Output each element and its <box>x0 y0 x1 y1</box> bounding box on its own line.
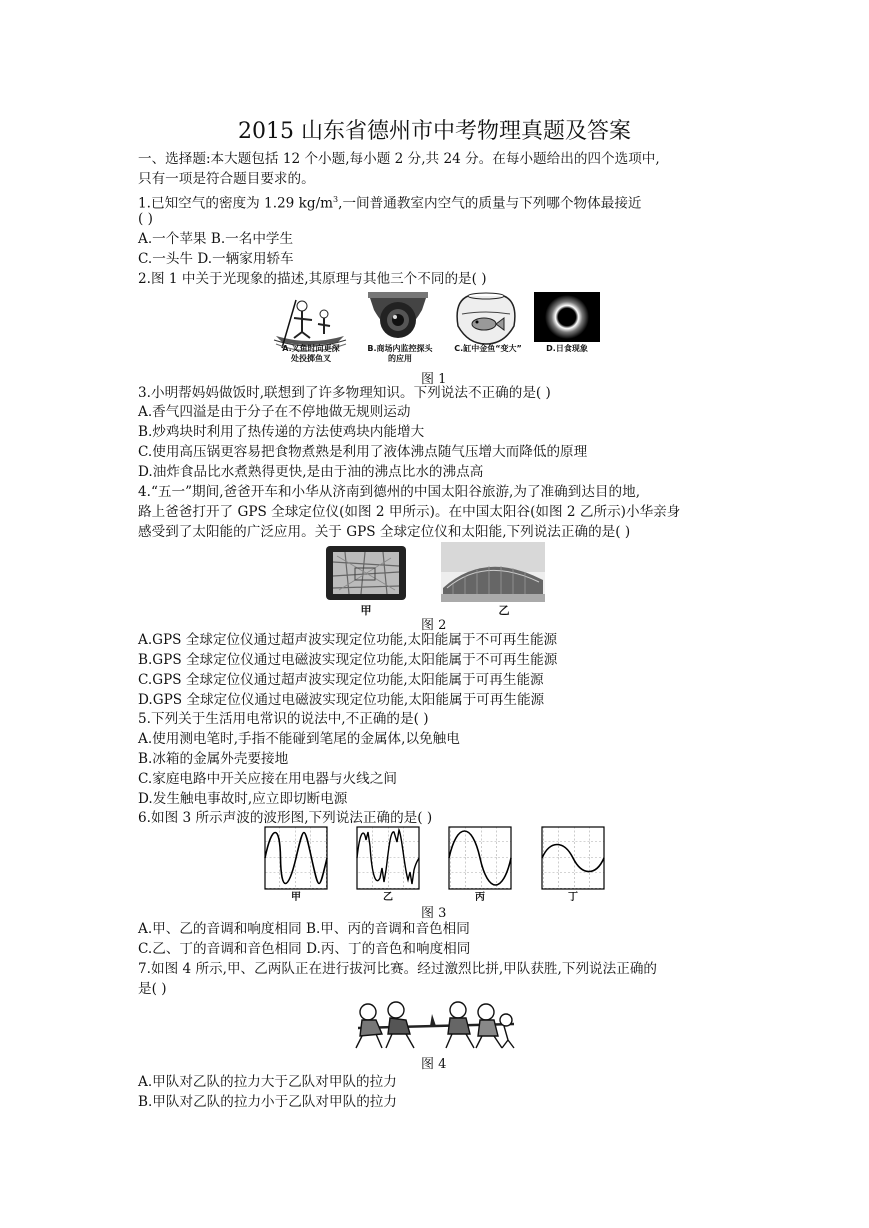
gps-device-image <box>326 546 406 600</box>
fig3-label-jia: 甲 <box>291 892 301 903</box>
waveform-jia <box>265 827 327 889</box>
figure-4 <box>352 998 520 1052</box>
waveform-ding <box>542 827 604 889</box>
q7-stem-line1: 7.如图 4 所示,甲、乙两队正在进行拔河比赛。经过激烈比拼,甲队获胜,下列说法正确的 <box>138 961 658 977</box>
q7-stem-line2: 是( ) <box>138 981 167 997</box>
q5-option-b: B.冰箱的金属外壳要接地 <box>138 751 289 767</box>
q7-option-b: B.甲队对乙队的拉力小于乙队对甲队的拉力 <box>138 1094 397 1110</box>
fig1-caption-b-line1: B.商场内监控探头 <box>367 344 433 353</box>
q2-stem: 2.图 1 中关于光现象的描述,其原理与其他三个不同的是( ) <box>138 271 487 287</box>
fig3-label-ding: 丁 <box>568 892 578 903</box>
q1-stem <box>138 190 642 214</box>
q1-stem-a: 1.已知空气的密度为 1.29 kg/m <box>138 195 334 212</box>
figure-1 <box>272 292 602 364</box>
fish-bowl-image <box>457 293 515 344</box>
q1-options-ab: A.一个苹果 B.一名中学生 <box>138 231 294 247</box>
q4-stem-line2: 路上爸爸打开了 GPS 全球定位仪(如图 2 甲所示)。在中国太阳谷(如图 2 乙所示)小华亲身 <box>138 504 681 520</box>
waveform-bing <box>449 827 511 889</box>
tug-of-war-image <box>352 998 520 1052</box>
figure-3-label: 图 3 <box>421 906 447 921</box>
q4-option-b: B.GPS 全球定位仪通过电磁波实现定位功能,太阳能属于不可再生能源 <box>138 652 558 668</box>
q1-stem-sup: 3 <box>333 195 339 204</box>
figure-4-label: 图 4 <box>421 1057 447 1072</box>
sun-valley-building-image <box>441 542 545 602</box>
q4-option-a: A.GPS 全球定位仪通过超声波实现定位功能,太阳能属于不可再生能源 <box>138 632 558 648</box>
fig3-label-bing: 丙 <box>475 892 485 903</box>
q6-options-cd: C.乙、丁的音调和音色相同 D.丙、丁的音色和响度相同 <box>138 941 471 957</box>
eclipse-image <box>534 292 600 342</box>
q3-option-d: D.油炸食品比水煮熟得更快,是由于油的沸点比水的沸点高 <box>138 464 484 480</box>
fig1-caption-a-line1: A.叉鱼时向更深 <box>282 344 340 353</box>
figure-2-label: 图 2 <box>421 618 447 633</box>
fig3-label-yi: 乙 <box>383 892 393 903</box>
q7-option-a: A.甲队对乙队的拉力大于乙队对甲队的拉力 <box>138 1074 397 1090</box>
figure-1-label: 图 1 <box>421 372 447 387</box>
figure-2-images <box>325 542 547 604</box>
q1-options-cd: C.一头牛 D.一辆家用轿车 <box>138 251 294 267</box>
q3-stem: 3.小明帮妈妈做饭时,联想到了许多物理知识。下列说法不正确的是( ) <box>138 385 551 401</box>
figure-2 <box>325 542 547 618</box>
q6-stem: 6.如图 3 所示声波的波形图,下列说法正确的是( ) <box>138 810 433 826</box>
fig1-caption-d: D.日食现象 <box>546 344 588 353</box>
section-instruction-2: 只有一项是符合题目要求的。 <box>138 171 315 187</box>
q4-option-c: C.GPS 全球定位仪通过超声波实现定位功能,太阳能属于可再生能源 <box>138 672 544 688</box>
figure-3-waveforms <box>264 826 606 890</box>
page-title: 2015 山东省德州市中考物理真题及答案 <box>238 119 631 144</box>
q3-option-c: C.使用高压锅更容易把食物煮熟是利用了液体沸点随气压增大而降低的原理 <box>138 444 588 460</box>
q3-option-b: B.炒鸡块时利用了热传递的方法使鸡块内能增大 <box>138 424 425 440</box>
q5-option-d: D.发生触电事故时,应立即切断电源 <box>138 791 348 807</box>
fig2-sub-jia: 甲 <box>360 604 372 617</box>
waveform-yi <box>357 827 419 889</box>
q4-stem-line1: 4.“五一”期间,爸爸开车和小华从济南到德州的中国太阳谷旅游,为了准确到达目的地, <box>138 484 641 500</box>
q1-answer-paren: ( ) <box>138 211 153 227</box>
q5-option-a: A.使用测电笔时,手指不能碰到笔尾的金属体,以免触电 <box>138 731 460 747</box>
section-instruction-1: 一、选择题:本大题包括 12 个小题,每小题 2 分,共 24 分。在每小题给出的四个选项中, <box>138 151 660 167</box>
fig2-sub-yi: 乙 <box>498 604 510 617</box>
q3-option-a: A.香气四溢是由于分子在不停地做无规则运动 <box>138 404 411 420</box>
q5-option-c: C.家庭电路中开关应接在用电器与火线之间 <box>138 771 397 787</box>
q4-stem-line3: 感受到了太阳能的广泛应用。关于 GPS 全球定位仪和太阳能,下列说法正确的是( ) <box>138 524 631 540</box>
security-camera-image <box>368 292 428 338</box>
figure-3 <box>264 826 606 906</box>
q5-stem: 5.下列关于生活用电常识的说法中,不正确的是( ) <box>138 711 429 727</box>
fig1-caption-c: C.缸中金鱼“变大” <box>454 344 522 353</box>
q6-options-ab: A.甲、乙的音调和响度相同 B.甲、丙的音调和音色相同 <box>138 921 470 937</box>
q1-stem-b: ,一间普通教室内空气的质量与下列哪个物体最接近 <box>338 195 642 212</box>
fig1-caption-b-line2: 的应用 <box>388 354 412 363</box>
q4-option-d: D.GPS 全球定位仪通过电磁波实现定位功能,太阳能属于可再生能源 <box>138 692 545 708</box>
fig1-caption-a-line2: 处投掷鱼叉 <box>291 354 331 363</box>
